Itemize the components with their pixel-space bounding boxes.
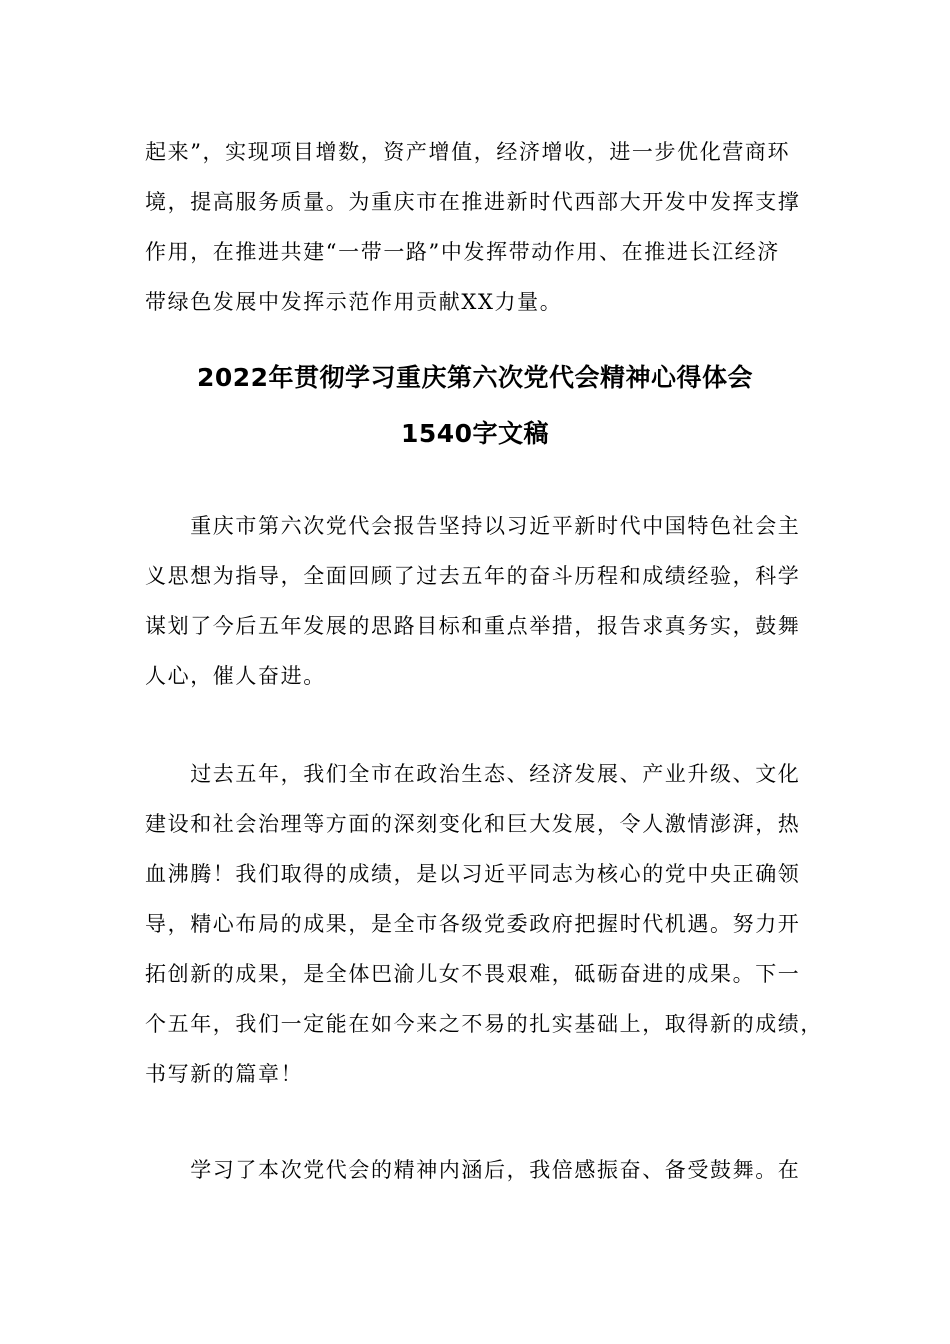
paragraph-1	[145, 501, 835, 701]
paragraph-2	[145, 749, 835, 1099]
title-line-1: 2022年贯彻学习重庆第六次党代会精神心得体会	[196, 363, 754, 392]
para1-line-1: 重庆市第六次党代会报告坚持以习近平新时代中国特色社会主	[145, 514, 801, 538]
para2-line-4: 导，精心布局的成果，是全市各级党委政府把握时代机遇。努力开	[145, 912, 801, 936]
intro-line-1: 起来”，实现项目增数，资产增值，经济增收，进一步优化营商环	[145, 140, 791, 164]
para1-line-2: 义思想为指导，全面回顾了过去五年的奋斗历程和成绩经验，科学	[145, 564, 801, 588]
para2-line-5: 拓创新的成果，是全体巴渝儿女不畏艰难，砥砺奋进的成果。下一	[145, 962, 801, 986]
document-title	[100, 350, 850, 462]
intro-paragraph	[145, 127, 835, 327]
para2-line-2: 建设和社会治理等方面的深刻变化和巨大发展，令人激情澎湃，热	[145, 812, 801, 836]
intro-line-4: 带绿色发展中发挥示范作用贡献XX力量。	[145, 290, 563, 314]
para2-line-7: 书写新的篇章！	[145, 1062, 304, 1086]
para2-line-1: 过去五年，我们全市在政治生态、经济发展、产业升级、文化	[145, 762, 801, 786]
intro-line-2: 境，提高服务质量。为重庆市在推进新时代西部大开发中发挥支撑	[145, 190, 801, 214]
para1-line-3: 谋划了今后五年发展的思路目标和重点举措，报告求真务实，鼓舞	[145, 614, 801, 638]
para3-line-1: 学习了本次党代会的精神内涵后，我倍感振奋、备受鼓舞。在	[145, 1158, 801, 1182]
intro-line-3: 作用，在推进共建“一带一路”中发挥带动作用、在推进长江经济	[145, 240, 780, 264]
para2-line-3: 血沸腾！我们取得的成绩，是以习近平同志为核心的党中央正确领	[145, 862, 801, 886]
title-line-2: 1540字文稿	[400, 419, 550, 448]
para2-line-6: 个五年，我们一定能在如今来之不易的扎实基础上，取得新的成绩，	[145, 1012, 823, 1036]
paragraph-3	[145, 1145, 835, 1195]
para1-line-4: 人心，催人奋进。	[145, 664, 326, 688]
